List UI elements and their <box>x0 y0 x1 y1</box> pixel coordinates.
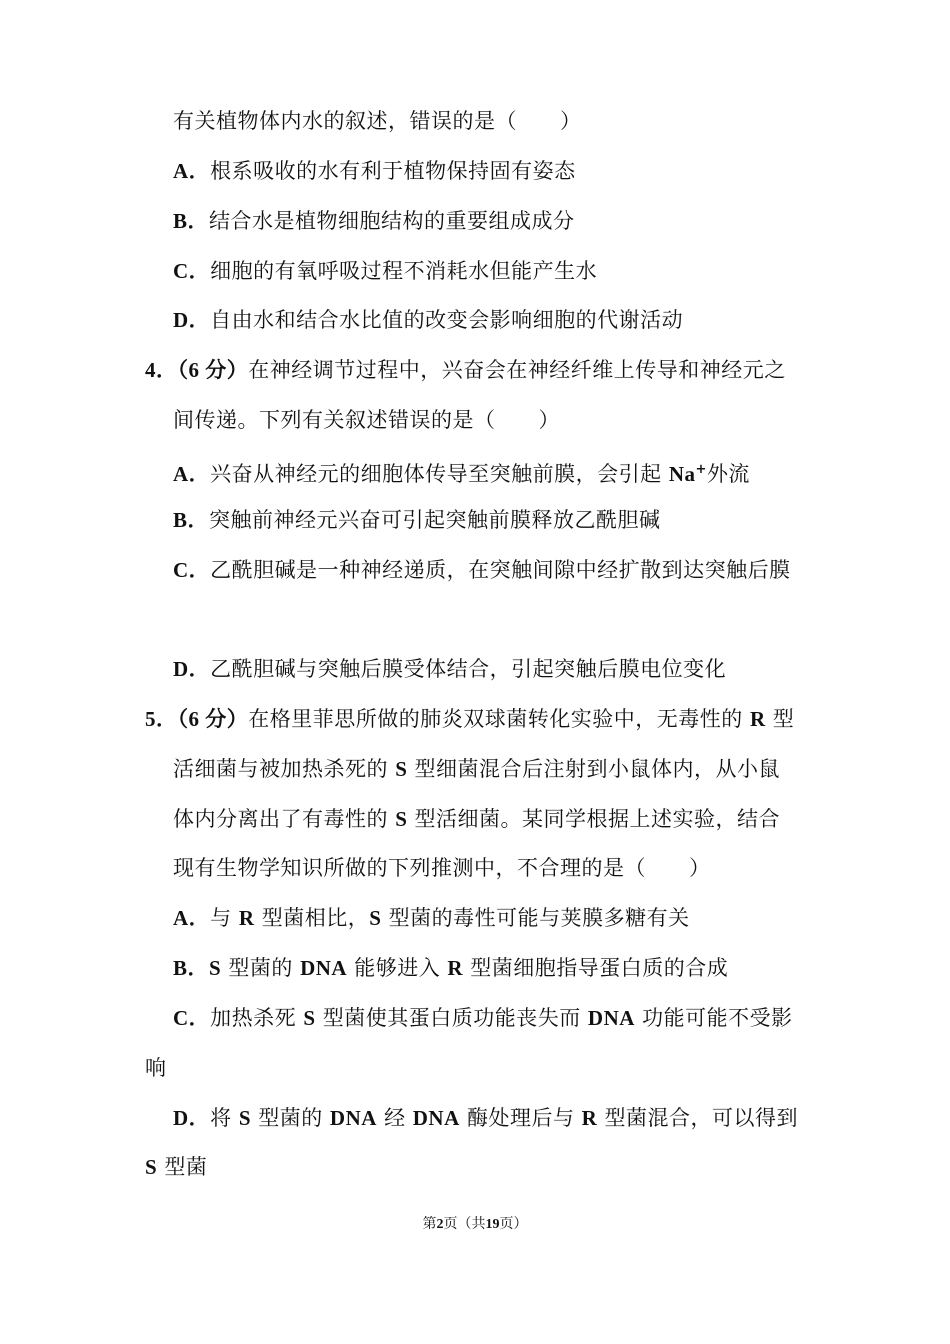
q5-option-a: A．与 R 型菌相比，S 型菌的毒性可能与荚膜多糖有关 <box>173 906 690 930</box>
q5-stem-line2: 活细菌与被加热杀死的 S 型细菌混合后注射到小鼠体内，从小鼠 <box>173 757 781 781</box>
q5-number: 5． <box>145 707 178 731</box>
q5-option-d-wrap: S 型菌 <box>145 1155 208 1179</box>
q4-option-d: D．乙酰胆碱与突触后膜受体结合，引起突触后膜电位变化 <box>173 657 727 681</box>
q3-option-a: A．根系吸收的水有利于植物保持固有姿态 <box>173 159 576 183</box>
q5-stem-line3: 体内分离出了有毒性的 S 型活细菌。某同学根据上述实验，结合 <box>173 807 781 831</box>
q5-stem-line4: 现有生物学知识所做的下列推测中，不合理的是（ ） <box>173 856 711 880</box>
q5-option-c: C．加热杀死 S 型菌使其蛋白质功能丧失而 DNA 功能可能不受影 <box>173 1006 793 1030</box>
q4-option-a: A．兴奋从神经元的细胞体传导至突触前膜，会引起 Na+外流 <box>173 462 750 486</box>
q5-score: （6 分） <box>177 707 249 731</box>
q5-option-c-wrap: 响 <box>145 1056 167 1080</box>
page-footer: 第2页（共19页） <box>422 1216 528 1232</box>
total-pages: 19 <box>485 1217 500 1232</box>
q4-stem-line1: 4．（6 分）在神经调节过程中，兴奋会在神经纤维上传导和神经元之 <box>145 358 786 382</box>
q5-stem-line1: 5．（6 分）在格里菲思所做的肺炎双球菌转化实验中，无毒性的 R 型 <box>145 707 795 731</box>
q3-stem-tail: 有关植物体内水的叙述，错误的是（ ） <box>173 109 582 133</box>
q5-option-d: D．将 S 型菌的 DNA 经 DNA 酶处理后与 R 型菌混合，可以得到 <box>173 1106 798 1130</box>
q5-option-b: B．S 型菌的 DNA 能够进入 R 型菌细胞指导蛋白质的合成 <box>173 956 729 980</box>
q4-score: （6 分） <box>177 358 249 382</box>
q3-option-b: B．结合水是植物细胞结构的重要组成成分 <box>173 209 575 233</box>
q3-option-c: C．细胞的有氧呼吸过程不消耗水但能产生水 <box>173 259 598 283</box>
page-number: 2 <box>436 1217 444 1232</box>
q4-option-c: C．乙酰胆碱是一种神经递质，在突触间隙中经扩散到达突触后膜 <box>173 558 791 582</box>
q4-number: 4． <box>145 358 178 382</box>
q4-option-b: B．突触前神经元兴奋可引起突触前膜释放乙酰胆碱 <box>173 508 661 532</box>
q4-stem-line2: 间传递。下列有关叙述错误的是（ ） <box>173 408 560 432</box>
q3-option-d: D．自由水和结合水比值的改变会影响细胞的代谢活动 <box>173 308 684 332</box>
